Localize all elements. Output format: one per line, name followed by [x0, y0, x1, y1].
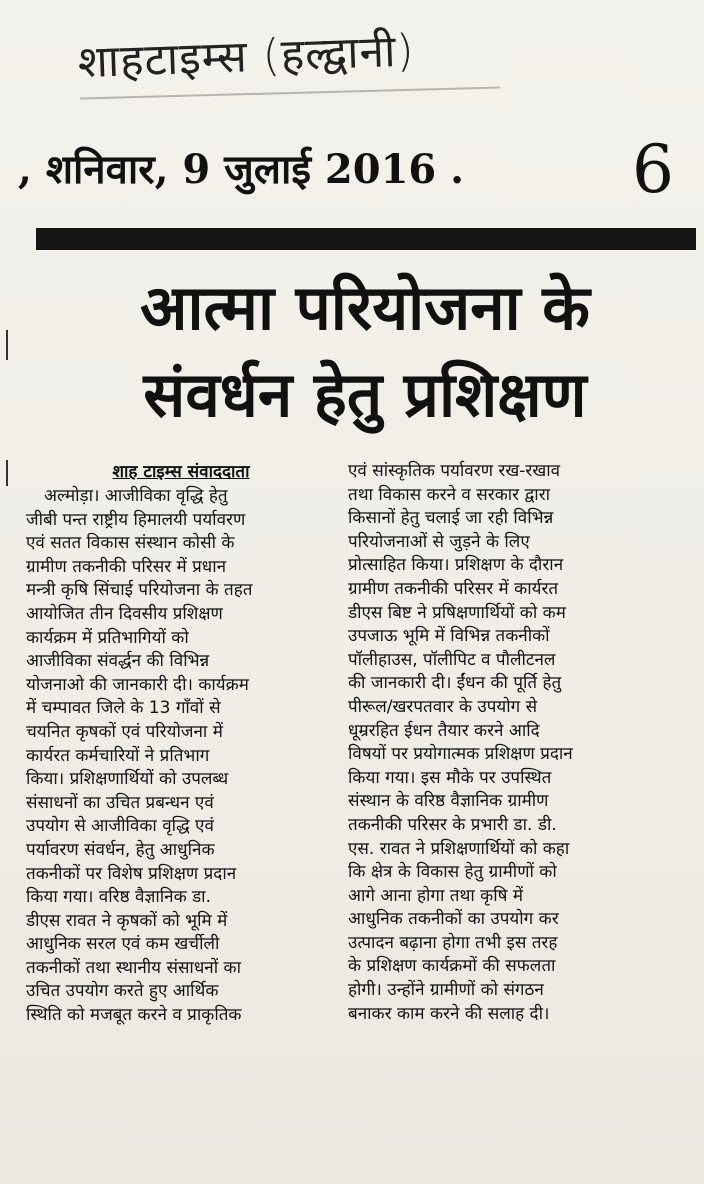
- article-text-line: प्रोत्साहित किया। प्रशिक्षण के दौरान: [348, 555, 564, 576]
- header-rule: [36, 228, 696, 250]
- article-text-line: कार्यक्रम में प्रतिभागियों को: [26, 627, 189, 648]
- article-text-line: डीएस बिष्ट ने प्रषिक्षणार्थियों को कम: [348, 602, 566, 623]
- article-text-line: तकनीकों तथा स्थानीय संसाधनों का: [26, 957, 241, 978]
- article-text-line: तथा विकास करने व सरकार द्वारा: [348, 484, 551, 505]
- article-headline: [40, 266, 690, 440]
- article-column-2: [348, 460, 678, 1170]
- article-text-line: होगी। उन्होंने ग्रामीणों को संगठन: [348, 980, 544, 1001]
- dateline: , शनिवार, 9 जुलाई 2016 .: [18, 146, 465, 193]
- handwritten-source-note: शाहटाइम्स (हल्द्वानी): [76, 25, 416, 89]
- article-text-line: एवं सतत विकास संस्थान कोसी के: [26, 533, 235, 554]
- article-text-line: किसानों हेतु चलाई जा रही विभिन्न: [348, 508, 554, 529]
- article-text-line: ग्रामीण तकनीकी परिसर में कार्यरत: [348, 578, 559, 599]
- article-text-line: किया। प्रशिक्षणार्थियों को उपलब्ध: [26, 769, 229, 790]
- article-text-line: योजनाओ की जानकारी दी। कार्यक्रम: [26, 674, 249, 695]
- article-text-line: उपजाऊ भूमि में विभिन्न तकनीकों: [348, 626, 550, 647]
- article-text-line: तकनीकी परिसर के प्रभारी डा. डी.: [348, 814, 557, 835]
- article-text-line: पॉलीहाउस, पॉलीपिट व पौलीटनल: [348, 649, 556, 670]
- article-text-line: आजीविका संवर्द्धन की विभिन्न: [26, 651, 210, 672]
- article-text-line: किया गया। इस मौके पर उपस्थित: [348, 767, 552, 788]
- article-text-line: की जानकारी दी। ईंधन की पूर्ति हेतु: [348, 673, 562, 694]
- article-column-1: [26, 460, 336, 1170]
- byline: शाह टाइम्स संवाददाता: [112, 462, 250, 482]
- article-text-line: में चम्पावत जिले के 13 गाँवों से: [26, 698, 221, 719]
- article-text-line: जीबी पन्त राष्ट्रीय हिमालयी पर्यावरण: [26, 509, 246, 530]
- page-number: 6: [632, 131, 674, 208]
- article-text-line: चयनित कृषकों एवं परियोजना में: [26, 721, 223, 742]
- article-text-line: स्थिति को मजबूत करने व प्राकृतिक: [26, 1005, 242, 1026]
- article-text-line: आयोजित तीन दिवसीय प्रशिक्षण: [26, 603, 223, 624]
- article-text-line: अल्मोड़ा। आजीविका वृद्धि हेतु: [44, 486, 228, 506]
- article-text-line: संसाधनों का उचित प्रबन्धन एवं: [26, 792, 214, 813]
- article-text-line: एवं सांस्कृतिक पर्यावरण रख-रखाव: [348, 461, 561, 481]
- article-text-line: संस्थान के वरिष्ठ वैज्ञानिक ग्रामीण: [348, 791, 549, 812]
- article-text-line: ग्रामीण तकनीकी परिसर में प्रधान: [26, 556, 227, 577]
- article-text-line: पर्यावरण संवर्धन, हेतु आधुनिक: [26, 839, 215, 860]
- column-2-body: [348, 460, 678, 1026]
- headline-line-1: आत्मा परियोजना के: [140, 271, 590, 344]
- article-text-line: के प्रशिक्षण कार्यक्रमों की सफलता: [348, 956, 556, 977]
- article-text-line: किया गया। वरिष्ठ वैज्ञानिक डा.: [26, 887, 211, 908]
- article-text-line: धूम्ररहित ईधन तैयार करने आदि: [348, 720, 540, 741]
- headline-line-2: संवर्धन हेतु प्रशिक्षण: [143, 358, 587, 431]
- article-text-line: बनाकर काम करने की सलाह दी।: [348, 1003, 550, 1024]
- article-text-line: डीएस रावत ने कृषकों को भूमि में: [26, 910, 228, 931]
- article-text-line: तकनीकों पर विशेष प्रशिक्षण प्रदान: [26, 863, 237, 884]
- article-text-line: उपयोग से आजीविका वृद्धि एवं: [26, 816, 214, 837]
- margin-marks: [2, 310, 12, 610]
- article-text-line: एस. रावत ने प्रशिक्षणार्थियों को कहा: [348, 838, 570, 859]
- article-text-line: उत्पादन बढ़ाना होगा तभी इस तरह: [348, 932, 558, 953]
- article-text-line: परियोजनाओं से जुड़ने के लिए: [348, 531, 530, 552]
- article-text-line: कि क्षेत्र के विकास हेतु ग्रामीणों को: [348, 862, 557, 883]
- article-text-line: विषयों पर प्रयोगात्मक प्रशिक्षण प्रदान: [348, 744, 573, 765]
- article-text-line: आगे आना होगा तथा कृषि में: [348, 885, 523, 906]
- article-text-line: आधुनिक तकनीकों का उपयोग कर: [348, 909, 559, 930]
- article-text-line: मन्त्री कृषि सिंचाई परियोजना के तहत: [26, 580, 253, 601]
- article-text-line: कार्यरत कर्मचारियों ने प्रतिभाग: [26, 745, 210, 766]
- margin-mark: [6, 460, 8, 486]
- article-text-line: उचित उपयोग करते हुए आर्थिक: [26, 981, 219, 1002]
- article-text-line: पीरूल/खरपतवार के उपयोग से: [348, 696, 538, 717]
- margin-mark: [6, 330, 8, 360]
- article-text-line: आधुनिक सरल एवं कम खर्चीली: [26, 934, 220, 955]
- column-1-body: [26, 485, 336, 1028]
